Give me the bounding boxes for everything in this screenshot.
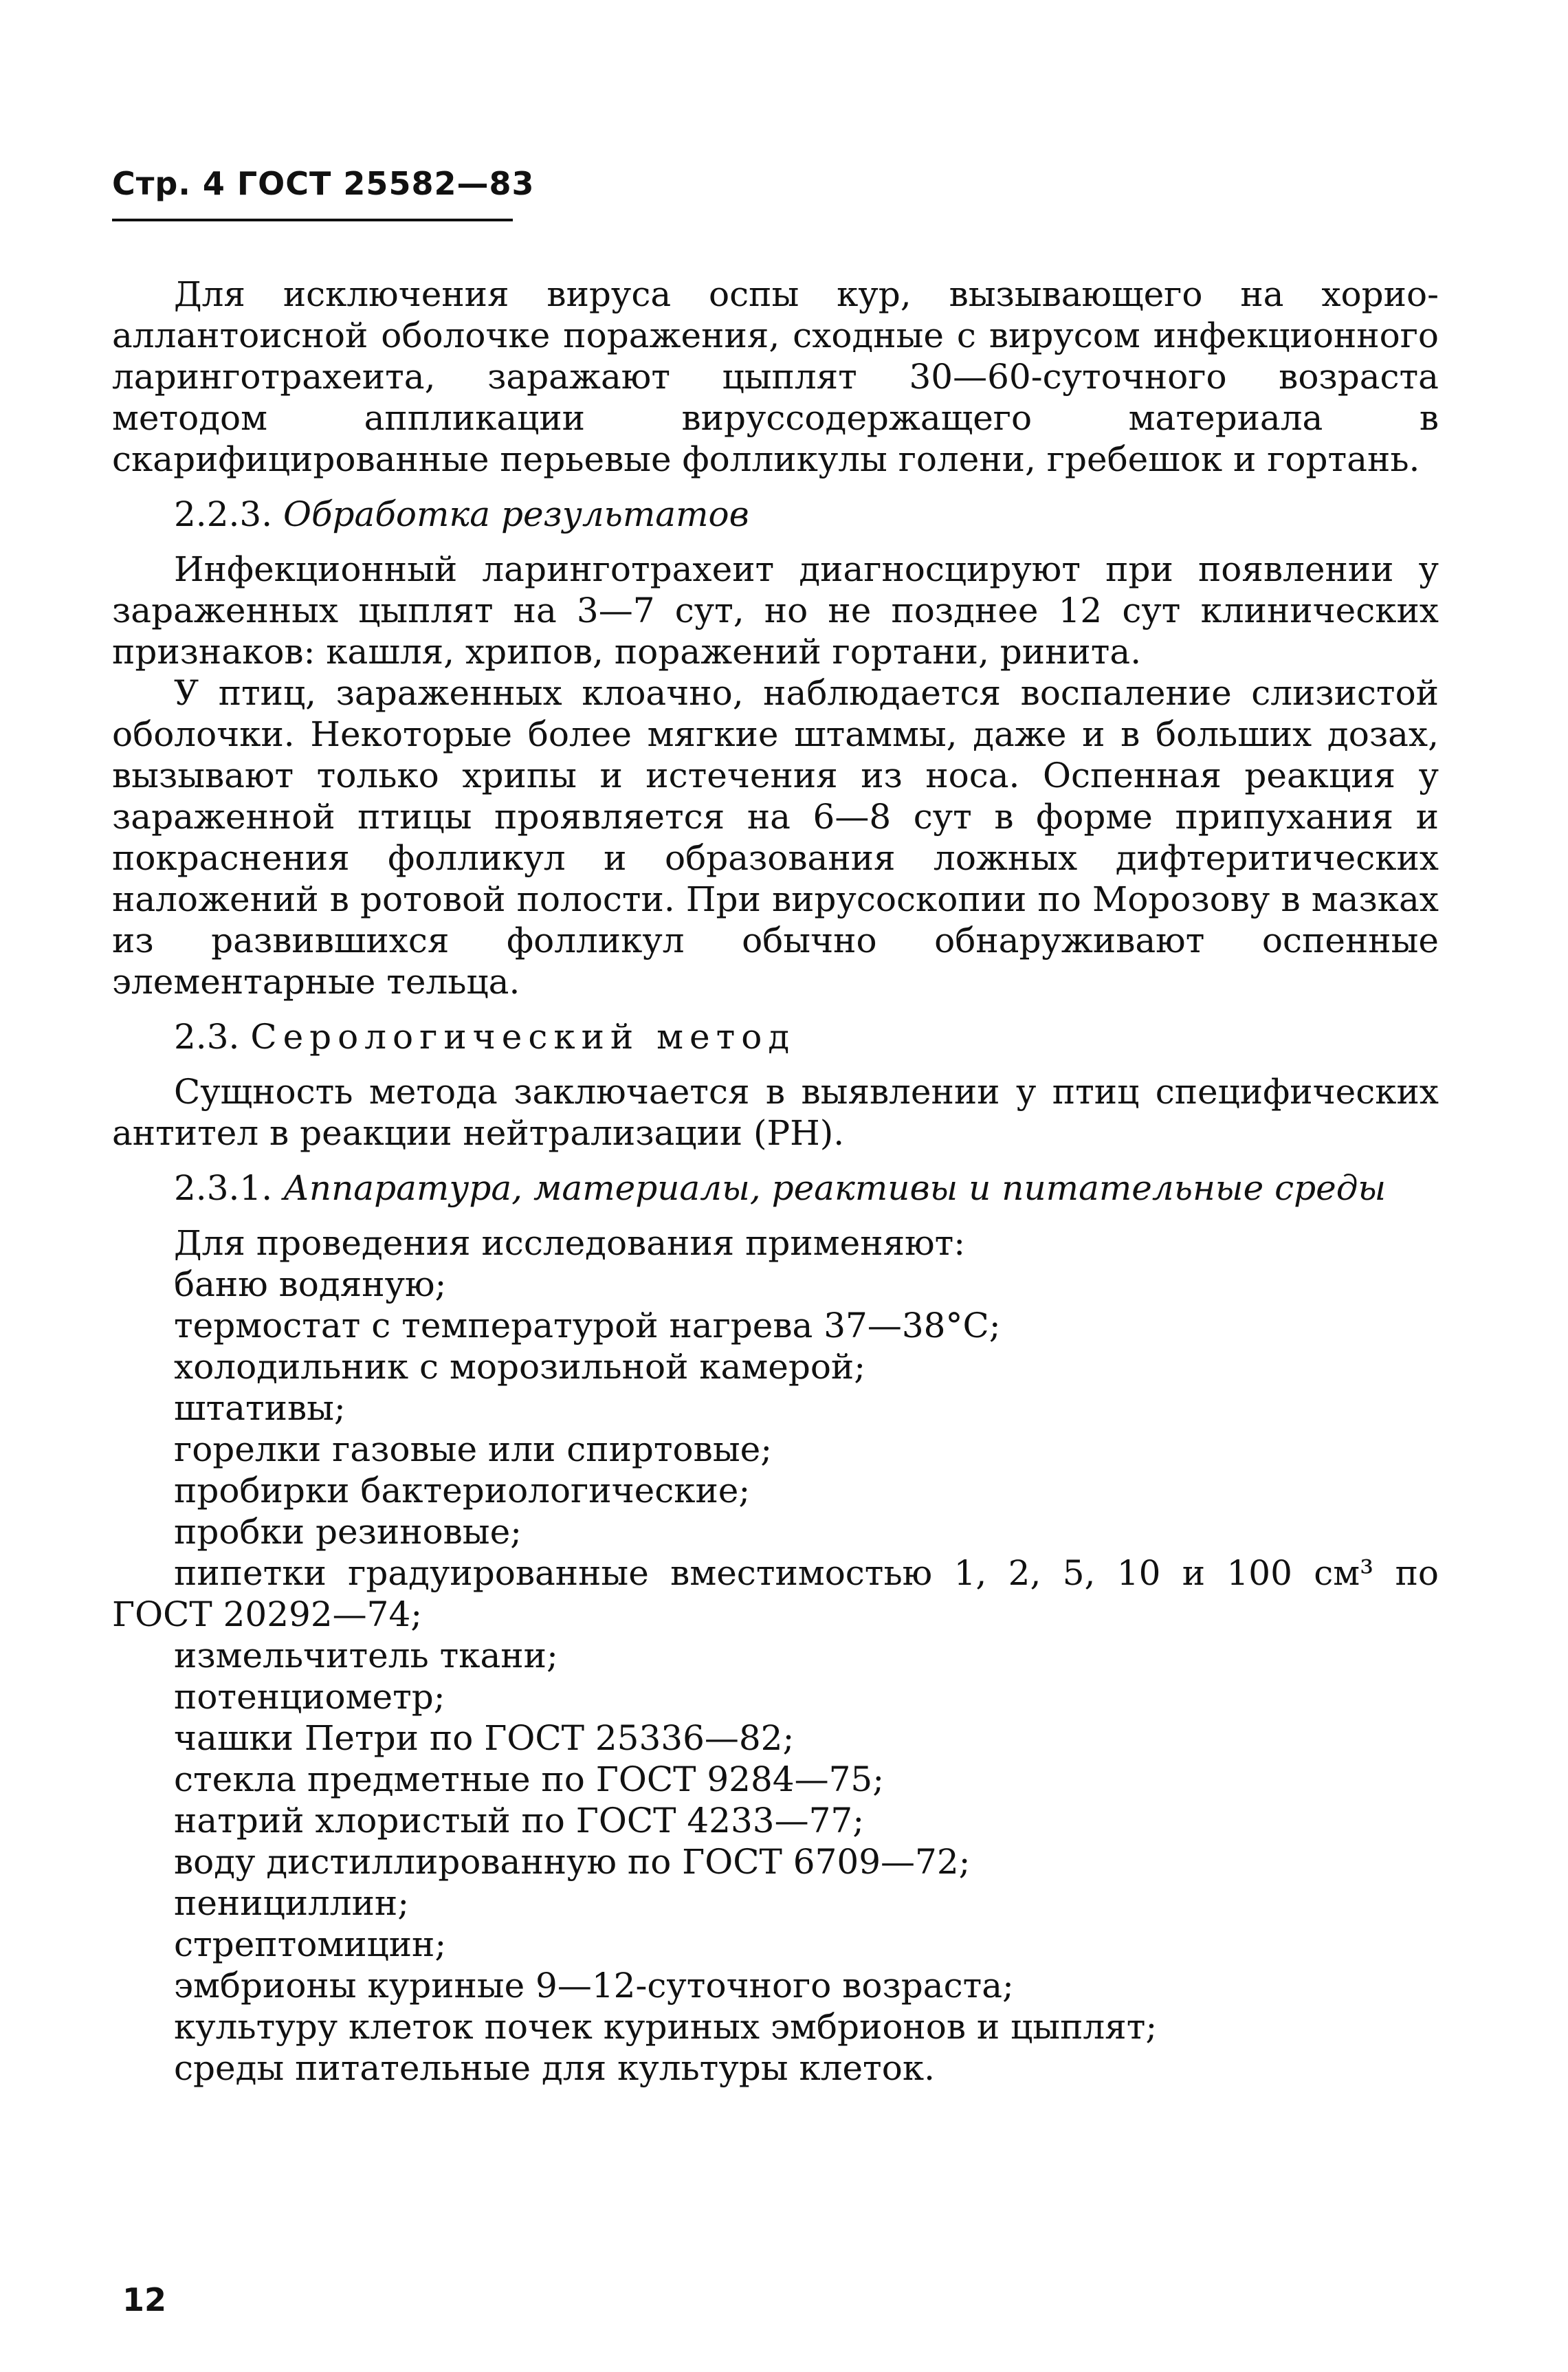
list-item: эмбрионы куриные 9—12-суточного возраста; bbox=[174, 1966, 1014, 2006]
list-item: пробки резиновые; bbox=[174, 1512, 522, 1552]
list-item: термостат с температурой нагрева 37—38°С; bbox=[174, 1306, 1001, 1346]
list-item: штативы; bbox=[174, 1388, 346, 1428]
page-header: Стр. 4 ГОСТ 25582—83 bbox=[112, 165, 535, 202]
paragraph-pox-exclusion: Для исключения вируса оспы кур, вызывающего на хорио-аллантоисной оболочке поражения, сходные с вирусом инфекционного ларинготрахеита, заражают цыплят 30—60-суточного возраста методом аппликации вируссодержащего материала в скарифицированные перьевые фолликулы голени, гребешок и гортань. bbox=[112, 274, 1439, 479]
list-item: культуру клеток почек куриных эмбрионов и цыплят; bbox=[174, 2007, 1158, 2047]
section-number: 2.3. bbox=[174, 1017, 240, 1057]
section-title: Обработка результатов bbox=[283, 494, 749, 534]
list-item: чашки Петри по ГОСТ 25336—82; bbox=[174, 1718, 795, 1758]
page-number: 12 bbox=[122, 2281, 167, 2318]
section-heading-2-2-3 bbox=[112, 494, 1439, 535]
section-title: Аппаратура, материалы, реактивы и питательные среды bbox=[283, 1168, 1387, 1208]
paragraph-cloacal-infection: У птиц, зараженных клоачно, наблюдается воспаление слизистой оболочки. Некоторые более мягкие штаммы, даже и в больших дозах, вызывают только хрипы и истечения из носа. Оспенная реакция у зараженной птицы проявляется на 6—8 сут в форме припухания и покраснения фолликул и образования ложных дифтеритических наложений в ротовой полости. При вирусоскопии по Морозову в мазках из развившихся фолликул обычно обнаруживают оспенные элементарные тельца. bbox=[112, 673, 1439, 1002]
document-body bbox=[112, 274, 1439, 2089]
list-item: измельчитель ткани; bbox=[174, 1636, 558, 1676]
list-item: пенициллин; bbox=[174, 1883, 410, 1923]
equipment-list bbox=[112, 1222, 1439, 2089]
list-item: холодильник с морозильной камерой; bbox=[174, 1347, 866, 1387]
equipment-list-intro: Для проведения исследования применяют: bbox=[174, 1223, 966, 1263]
list-item: воду дистиллированную по ГОСТ 6709—72; bbox=[174, 1842, 971, 1882]
list-item: среды питательные для культуры клеток. bbox=[174, 2048, 935, 2088]
list-item: баню водяную; bbox=[174, 1264, 447, 1304]
section-heading-2-3 bbox=[112, 1016, 1439, 1057]
section-number: 2.2.3. bbox=[174, 494, 273, 534]
section-title: Серологический метод bbox=[250, 1017, 796, 1057]
list-item: стрептомицин; bbox=[174, 1924, 447, 1964]
list-item: стекла предметные по ГОСТ 9284—75; bbox=[174, 1759, 885, 1799]
paragraph-method-essence: Сущность метода заключается в выявлении у птиц специфических антител в реакции нейтрализации (РН). bbox=[112, 1072, 1439, 1153]
paragraph-diagnosis: Инфекционный ларинготрахеит диагносцируют при появлении у зараженных цыплят на 3—7 сут, но не позднее 12 сут клинических признаков: кашля, хрипов, поражений гортани, ринита. bbox=[112, 549, 1439, 672]
list-item: потенциометр; bbox=[174, 1677, 445, 1717]
list-item: пробирки бактериологические; bbox=[174, 1471, 751, 1511]
header-rule bbox=[112, 219, 513, 221]
list-item: натрий хлористый по ГОСТ 4233—77; bbox=[174, 1801, 865, 1841]
list-item: горелки газовые или спиртовые; bbox=[174, 1429, 773, 1469]
list-item: пипетки градуированные вместимостью 1, 2, 5, 10 и 100 см³ по ГОСТ 20292—74; bbox=[112, 1553, 1439, 1634]
section-heading-2-3-1 bbox=[112, 1167, 1439, 1209]
section-number: 2.3.1. bbox=[174, 1168, 273, 1208]
